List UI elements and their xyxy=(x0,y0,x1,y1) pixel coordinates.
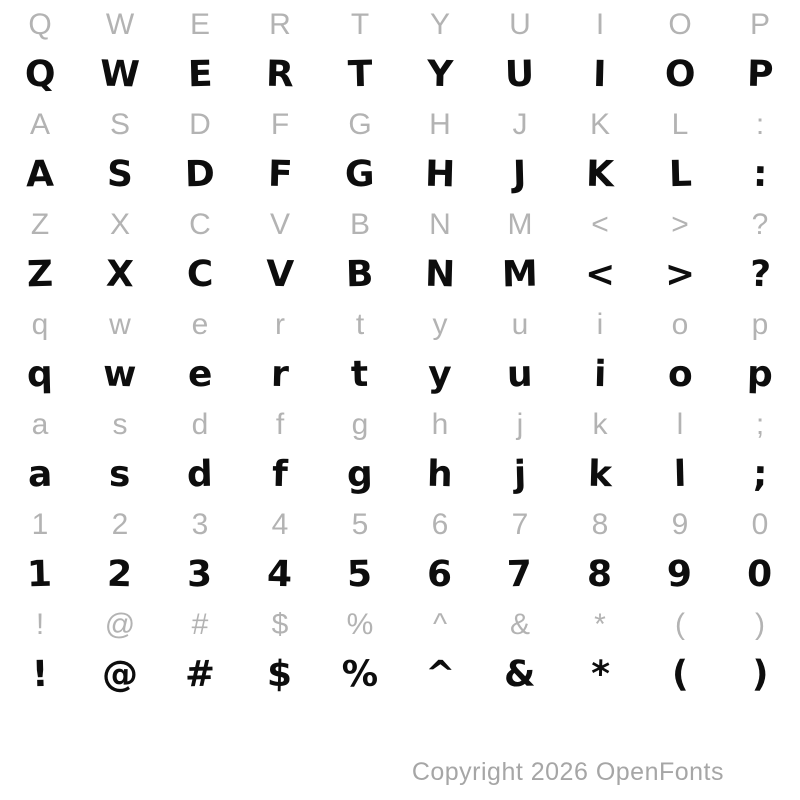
preview-glyph: X xyxy=(105,253,135,296)
preview-glyph: 9 xyxy=(666,553,694,596)
preview-glyph: H xyxy=(424,153,456,196)
reference-glyph: B xyxy=(349,208,370,241)
preview-glyph-row xyxy=(0,50,800,100)
reference-glyph: 7 xyxy=(511,508,529,541)
reference-glyph: R xyxy=(269,8,291,41)
reference-glyph: ( xyxy=(675,608,685,641)
reference-glyph: # xyxy=(191,608,209,641)
preview-glyph: ( xyxy=(671,653,689,696)
preview-glyph: P xyxy=(746,53,774,96)
preview-glyph: q xyxy=(26,353,54,396)
preview-glyph: u xyxy=(506,353,534,396)
preview-glyph-row xyxy=(0,350,800,400)
reference-glyph: f xyxy=(275,408,285,441)
reference-glyph: D xyxy=(189,108,211,141)
preview-glyph: 3 xyxy=(186,553,214,596)
preview-glyph: J xyxy=(512,153,528,196)
preview-glyph: W xyxy=(99,53,141,96)
reference-glyph: ? xyxy=(751,208,769,241)
reference-glyph-row xyxy=(0,0,800,50)
preview-glyph: t xyxy=(350,353,370,396)
preview-glyph: T xyxy=(347,53,373,96)
preview-glyph: I xyxy=(592,53,608,96)
preview-glyph: y xyxy=(427,353,453,396)
reference-glyph: k xyxy=(592,408,608,441)
preview-glyph: f xyxy=(271,453,289,496)
reference-glyph: 3 xyxy=(191,508,209,541)
preview-glyph: 1 xyxy=(26,553,54,596)
preview-glyph: @ xyxy=(101,653,139,696)
reference-glyph: t xyxy=(355,308,365,341)
preview-glyph: 6 xyxy=(426,553,454,596)
reference-glyph: u xyxy=(511,308,529,341)
reference-glyph: y xyxy=(432,308,448,341)
preview-glyph: D xyxy=(184,153,216,196)
reference-glyph: q xyxy=(31,308,49,341)
reference-glyph: K xyxy=(589,108,610,141)
reference-glyph: G xyxy=(348,108,372,141)
footer xyxy=(0,700,800,800)
preview-glyph: L xyxy=(667,153,692,196)
reference-glyph: J xyxy=(512,108,528,141)
reference-glyph: w xyxy=(109,308,131,341)
reference-glyph: E xyxy=(189,8,210,41)
preview-glyph: < xyxy=(584,253,616,296)
preview-glyph: # xyxy=(184,653,216,696)
reference-glyph: N xyxy=(429,208,451,241)
preview-glyph: h xyxy=(426,453,454,496)
preview-glyph: M xyxy=(501,253,539,296)
reference-glyph: * xyxy=(594,608,606,641)
preview-glyph: p xyxy=(746,353,774,396)
reference-glyph: > xyxy=(671,208,689,241)
reference-glyph: ^ xyxy=(432,608,448,641)
preview-glyph: K xyxy=(585,153,615,196)
reference-glyph-row xyxy=(0,200,800,250)
copyright-text: Copyright 2026 OpenFonts xyxy=(411,758,724,786)
preview-glyph: w xyxy=(102,353,138,396)
preview-glyph-row xyxy=(0,650,800,700)
reference-glyph: Y xyxy=(429,8,450,41)
preview-glyph: > xyxy=(664,253,696,296)
reference-glyph: 9 xyxy=(671,508,689,541)
reference-glyph: 0 xyxy=(751,508,769,541)
reference-glyph: Q xyxy=(28,8,52,41)
reference-glyph: I xyxy=(595,8,605,41)
reference-glyph: W xyxy=(105,8,135,41)
preview-glyph: 8 xyxy=(586,553,614,596)
reference-glyph: & xyxy=(509,608,530,641)
preview-glyph: Y xyxy=(426,53,454,96)
reference-glyph: j xyxy=(516,408,524,441)
reference-glyph: 2 xyxy=(111,508,129,541)
preview-glyph: F xyxy=(267,153,293,196)
preview-glyph: ; xyxy=(752,453,768,496)
preview-glyph: R xyxy=(265,53,295,96)
preview-glyph-row xyxy=(0,450,800,500)
reference-glyph: g xyxy=(351,408,369,441)
reference-glyph: d xyxy=(191,408,209,441)
reference-glyph: U xyxy=(509,8,531,41)
reference-glyph: 1 xyxy=(31,508,49,541)
preview-glyph: C xyxy=(186,253,214,296)
reference-glyph: S xyxy=(109,108,130,141)
reference-glyph: r xyxy=(275,308,285,341)
preview-glyph-row xyxy=(0,150,800,200)
preview-glyph: 7 xyxy=(506,553,534,596)
preview-glyph: O xyxy=(664,53,696,96)
reference-glyph-row xyxy=(0,100,800,150)
reference-glyph: < xyxy=(591,208,609,241)
preview-glyph: N xyxy=(424,253,456,296)
preview-glyph: % xyxy=(341,653,379,696)
reference-glyph: A xyxy=(29,108,50,141)
preview-glyph: Q xyxy=(24,53,56,96)
preview-glyph-row xyxy=(0,250,800,300)
reference-glyph: h xyxy=(431,408,449,441)
reference-glyph: 5 xyxy=(351,508,369,541)
reference-glyph: p xyxy=(751,308,769,341)
reference-glyph: % xyxy=(346,608,374,641)
reference-glyph: @ xyxy=(104,608,136,641)
reference-glyph: 6 xyxy=(431,508,449,541)
preview-glyph: r xyxy=(270,353,290,396)
reference-glyph-row xyxy=(0,600,800,650)
preview-glyph: ^ xyxy=(424,653,456,696)
preview-glyph: A xyxy=(25,153,55,196)
reference-glyph: 8 xyxy=(591,508,609,541)
preview-glyph: S xyxy=(106,153,134,196)
preview-glyph: * xyxy=(590,653,610,696)
reference-glyph: e xyxy=(191,308,209,341)
preview-glyph: l xyxy=(673,453,687,496)
preview-glyph: E xyxy=(187,53,213,96)
preview-glyph: j xyxy=(513,453,527,496)
preview-glyph: ) xyxy=(751,653,769,696)
reference-glyph: i xyxy=(596,308,604,341)
preview-glyph: V xyxy=(265,253,295,296)
reference-glyph: P xyxy=(749,8,770,41)
preview-glyph: & xyxy=(503,653,537,696)
preview-glyph: 5 xyxy=(346,553,374,596)
preview-glyph: : xyxy=(752,153,768,196)
reference-glyph-row xyxy=(0,500,800,550)
preview-glyph: Z xyxy=(26,253,54,296)
preview-glyph: 0 xyxy=(746,553,774,596)
preview-glyph: g xyxy=(346,453,374,496)
preview-glyph: i xyxy=(593,353,607,396)
preview-glyph: s xyxy=(108,453,132,496)
reference-glyph: O xyxy=(668,8,692,41)
reference-glyph: $ xyxy=(271,608,289,641)
preview-glyph: a xyxy=(27,453,53,496)
preview-glyph: U xyxy=(504,53,536,96)
preview-glyph: G xyxy=(344,153,376,196)
preview-glyph: 2 xyxy=(106,553,134,596)
preview-glyph: B xyxy=(345,253,375,296)
preview-glyph: e xyxy=(187,353,213,396)
reference-glyph: X xyxy=(109,208,130,241)
preview-glyph: d xyxy=(186,453,214,496)
preview-glyph: 4 xyxy=(266,553,294,596)
reference-glyph: F xyxy=(270,108,290,141)
reference-glyph: ; xyxy=(755,408,765,441)
reference-glyph: L xyxy=(671,108,689,141)
reference-glyph-row xyxy=(0,300,800,350)
preview-glyph: $ xyxy=(266,653,294,696)
reference-glyph: M xyxy=(507,208,533,241)
preview-glyph: k xyxy=(587,453,613,496)
preview-glyph-row xyxy=(0,550,800,600)
reference-glyph: 4 xyxy=(271,508,289,541)
reference-glyph: Z xyxy=(30,208,50,241)
reference-glyph: a xyxy=(31,408,49,441)
reference-glyph: ) xyxy=(755,608,765,641)
reference-glyph: l xyxy=(676,408,684,441)
reference-glyph: : xyxy=(755,108,765,141)
preview-glyph: ? xyxy=(749,253,771,296)
reference-glyph: s xyxy=(112,408,128,441)
reference-glyph: ! xyxy=(35,608,45,641)
preview-glyph: o xyxy=(667,353,693,396)
reference-glyph: H xyxy=(429,108,451,141)
reference-glyph-row xyxy=(0,400,800,450)
reference-glyph: o xyxy=(671,308,689,341)
reference-glyph: T xyxy=(350,8,370,41)
reference-glyph: V xyxy=(269,208,290,241)
preview-glyph: ! xyxy=(31,653,49,696)
reference-glyph: C xyxy=(189,208,211,241)
